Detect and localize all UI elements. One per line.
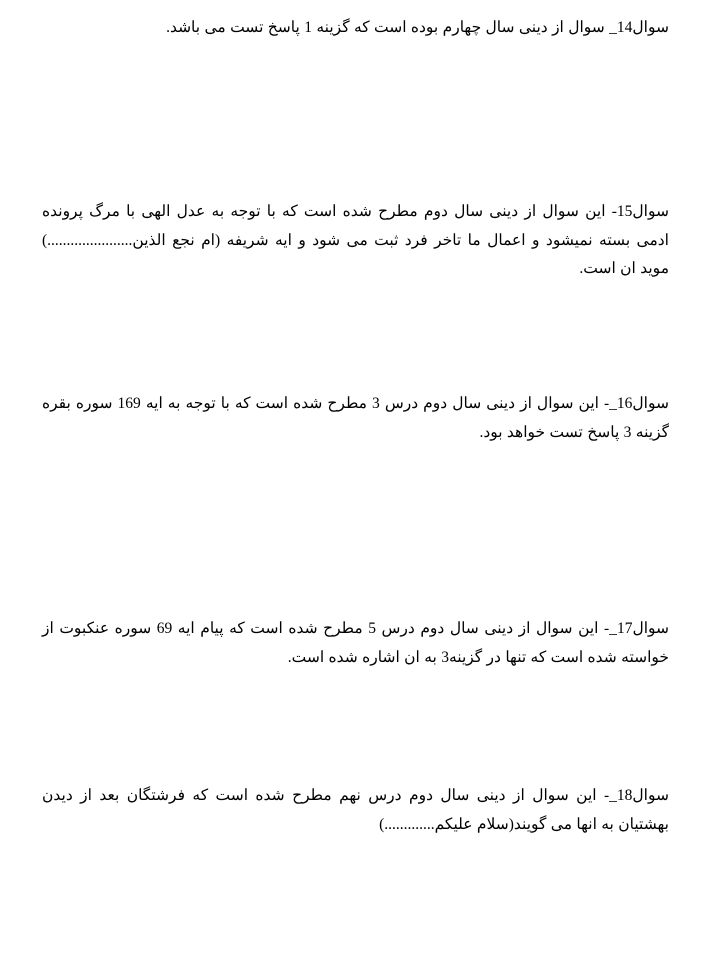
answer-paragraph-18: سوال18_- این سوال از دینی سال دوم درس نهم مطرح شده است که فرشتگان بعد از دیدن بهشتیان به انها می گویند(سلام علیکم.............) (42, 787, 669, 833)
answer-paragraph-14: سوال14_ سوال از دینی سال چهارم بوده است که گزینه 1 پاسخ تست می باشد. (166, 19, 669, 36)
answer-paragraph-16: سوال16_- این سوال از دینی سال دوم درس 3 مطرح شده است که با توجه به ایه 169 سوره بقره گزینه 3 پاسخ تست خواهد بود. (42, 395, 669, 441)
answer-paragraph-15: سوال15- این سوال از دینی سال دوم مطرح شده است که با توجه به عدل الهی با مرگ پرونده ادمی بسته نمیشود و اعمال ما تاخر فرد ثبت می شود و ایه شریفه (ام نجع الذین......................) موید ان است. (42, 203, 669, 278)
answer-paragraph-17: سوال17_- این سوال از دینی سال دوم درس 5 مطرح شده است که پیام ایه 69 سوره عنکبوت از خواسته شده است که تنها در گزینه3 به ان اشاره شده است. (42, 620, 670, 666)
